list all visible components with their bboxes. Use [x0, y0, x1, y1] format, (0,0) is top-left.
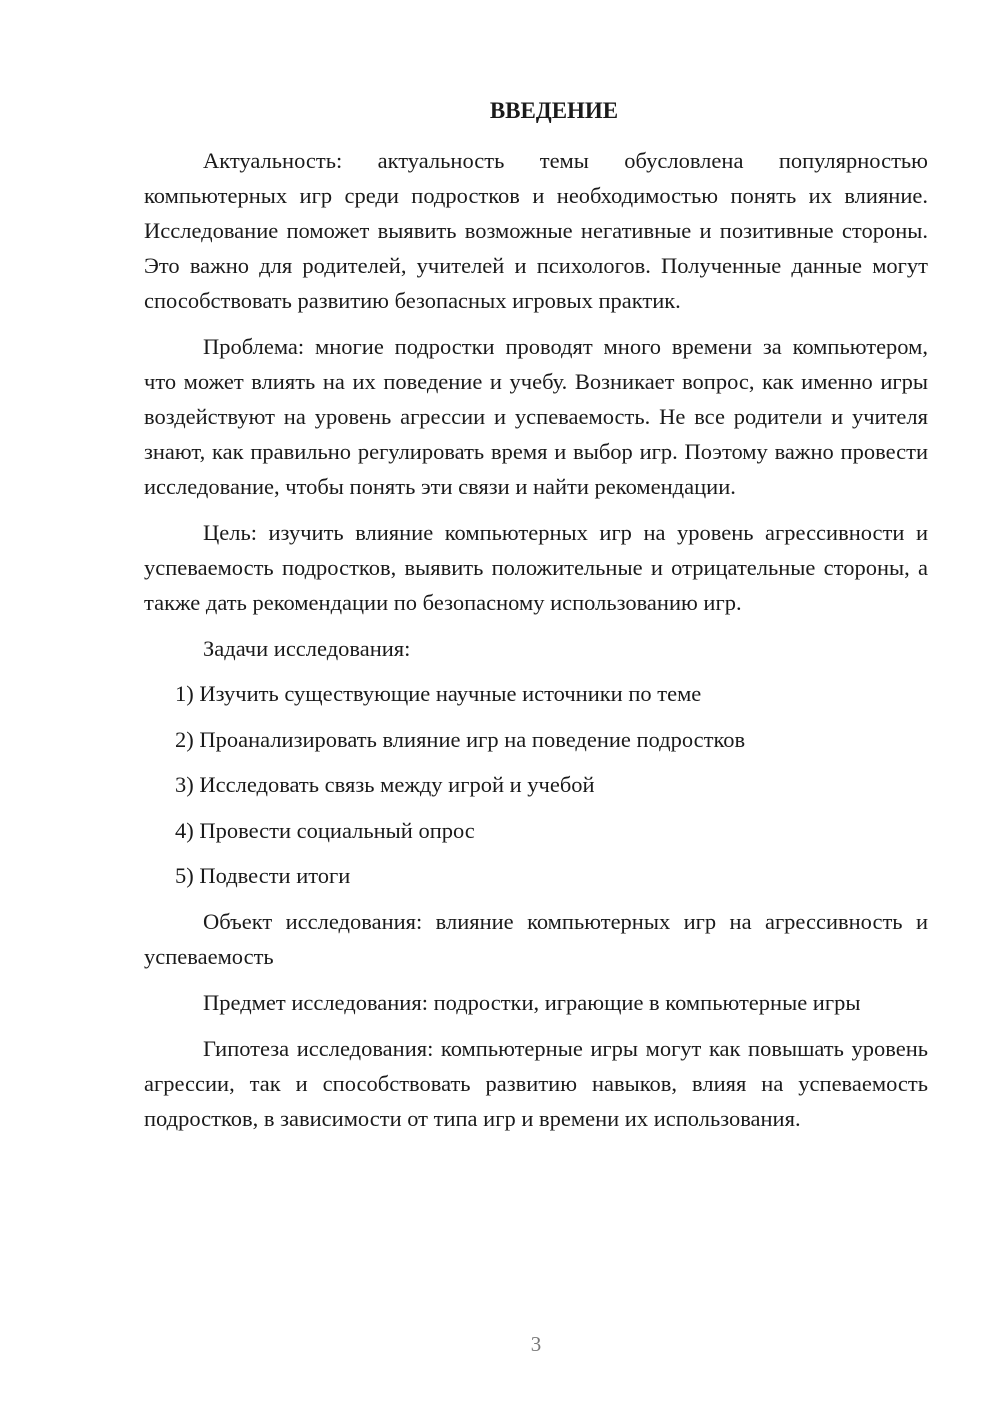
page-number: 3	[530, 1332, 542, 1356]
subject-paragraph: Предмет исследования: подростки, играющие в компьютерные игры	[203, 989, 861, 1015]
problem-paragraph: Проблема: многие подростки проводят много времени за компьютером, что может влиять на их поведение и учебу. Возникает вопрос, как именно игры воздействуют на уровень агрессии и успеваемость. Не все родители и учителя знают, как правильно регулировать время и выбор игр. Поэтому важно провести исследование, чтобы понять эти связи и найти рекомендации.	[144, 334, 928, 499]
task-item: 5) Подвести итоги	[175, 863, 351, 888]
object-paragraph: Объект исследования: влияние компьютерных игр на агрессивность и успеваемость	[144, 908, 928, 969]
document-page	[144, 95, 928, 1147]
task-item: 4) Провести социальный опрос	[175, 817, 475, 843]
page-title: ВВЕДЕНИЕ	[489, 98, 619, 123]
relevance-paragraph: Актуальность: актуальность темы обусловлена популярностью компьютерных игр среди подростков и необходимостью понять их влияние. Исследование поможет выявить возможные негативные и позитивные стороны. Это важно для родителей, учителей и психологов. Полученные данные могут способствовать развитию безопасных игровых практик.	[144, 148, 928, 313]
tasks-heading: Задачи исследования:	[203, 636, 411, 661]
task-item: 1) Изучить существующие научные источники по теме	[175, 681, 702, 706]
hypothesis-paragraph: Гипотеза исследования: компьютерные игры могут как повышать уровень агрессии, так и способствовать развитию навыков, влияя на успеваемость подростков, в зависимости от типа игр и времени их использования.	[144, 1035, 928, 1131]
task-item: 3) Исследовать связь между игрой и учебой	[175, 772, 595, 797]
task-item: 2) Проанализировать влияние игр на поведение подростков	[175, 726, 746, 752]
task-list	[144, 676, 928, 893]
goal-paragraph: Цель: изучить влияние компьютерных игр на уровень агрессивности и успеваемость подростков, выявить положительные и отрицательные стороны, а также дать рекомендации по безопасному использованию игр.	[144, 520, 928, 615]
